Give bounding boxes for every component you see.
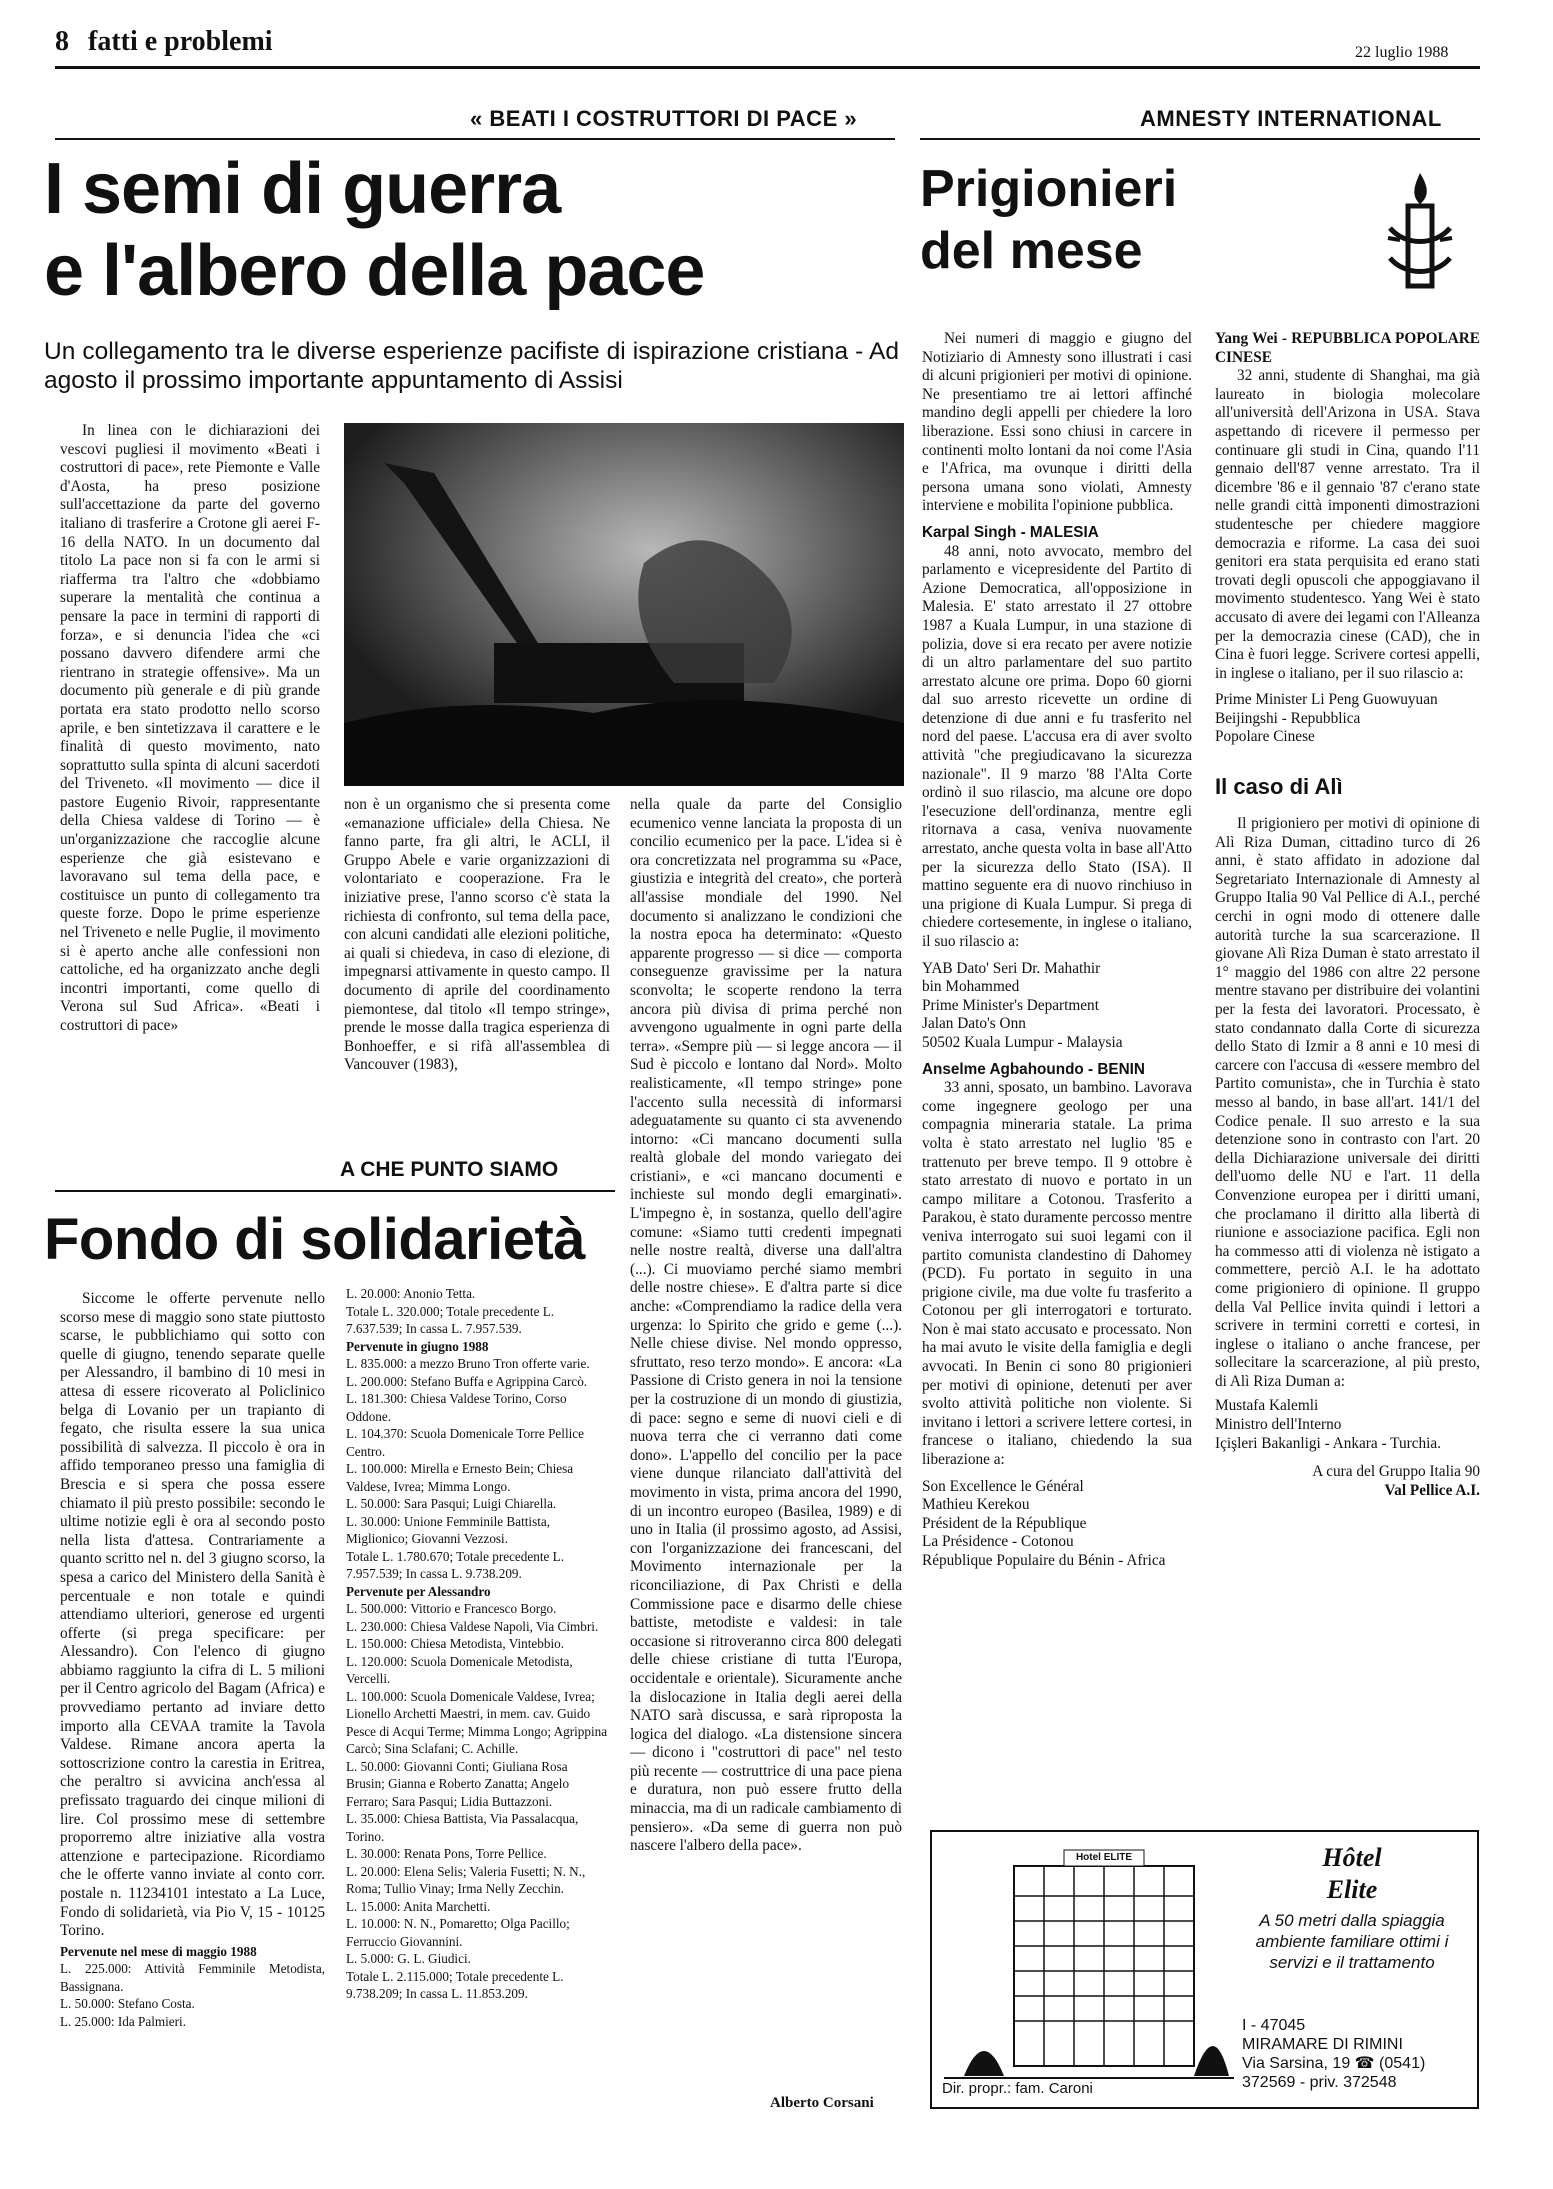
article-col-2-text: non è un organismo che si presenta come «emanazione ufficiale» della Chiesa. Ne fanno parte, fra gli altri, le ACLI, il Gruppo Abele e varie organizzazioni di volontariato e cooperazione. Fra le iniziative prese, l'anno scorso c'è stata la richiesta di confronto, sul tema della pace, con alcuni candidati alle elezioni politiche, ai quali si chiedeva, in caso di elezione, di impegnarsi attivamente in questo campo. Il documento di aprile del coordinamento piemontese, dal titolo «Il tempo stringe», prende le mosse dalla tragica esperienza di Bonhoeffer, e si rifà all'assemblea di Vancouver (1983), [344, 796, 610, 1074]
fondo-list-item: L. 200.000: Stefano Buffa e Agrippina Carcò. [346, 1373, 588, 1389]
address-line: Jalan Dato's Onn [922, 1015, 1026, 1033]
fondo-list-heading: Pervenute in giugno 1988 [346, 1338, 489, 1354]
prisoner-2-text: 33 anni, sposato, un bambino. Lavorava come ingegnere geologo per una compagnia mineraria statale. La prima volta è stato arrestato nel luglio '85 e trattenuto per breve tempo. Il 9 ottobre è stato arrestato di nuovo e portato in un campo militare a Cotonou. Trasferito a Parakou, è stato duramente percosso mentre veniva interrogato sui suoi legami con il partito comunista clandestino di Dahomey (PCD). Fu portato in seguito in una prigione civile, ma due volte fu trasferito a Cotonou per gli interrogatori e torturato. Non è mai stato accusato e processato. Non ha mai avuto le visite della famiglia e degli avvocati. In Benin ci sono 80 prigionieri per motivi di opinione, detenuti per aver svolto attività politiche non violente. Si invitano i lettori a scrivere lettere cortesi, in francese o italiano, chiedendo la sua liberazione a: [922, 1079, 1192, 1469]
amnesty-kicker: AMNESTY INTERNATIONAL [1140, 106, 1442, 131]
prisoner-1-heading: Karpal Singh - MALESIA [922, 523, 1099, 541]
fondo-rule [55, 1190, 615, 1192]
address-line: Prime Minister's Department [922, 996, 1099, 1014]
issue-date: 22 luglio 1988 [1355, 44, 1449, 61]
page-number: 8 [55, 26, 69, 57]
fondo-list-item: L. 50.000: Stefano Costa. [60, 1996, 195, 2012]
section-kicker: « BEATI I COSTRUTTORI DI PACE » [470, 106, 858, 131]
article-col-2 [344, 796, 610, 1156]
fondo-list-item: L. 15.000: Anita Marchetti. [346, 1898, 491, 1914]
title-line-1: I semi di guerra [44, 149, 561, 229]
credit-line: Val Pellice A.I. [1384, 1481, 1480, 1499]
fondo-list-item: L. 100.000: Mirella e Ernesto Bein; Chiesa Valdese, Ivrea; Mimma Longo. [346, 1461, 574, 1494]
fondo-list-item: L. 835.000: a mezzo Bruno Tron offerte varie. [346, 1356, 590, 1371]
section-name: fatti e problemi [88, 26, 273, 57]
hotel-postcode: I - 47045 [1242, 2017, 1306, 2034]
hotel-owner: Dir. propr.: fam. Caroni [942, 2080, 1093, 2097]
address-line: République Populaire du Bénin - Africa [922, 1552, 1166, 1569]
prisoner-2-heading: Anselme Agbahoundo - BENIN [922, 1060, 1145, 1078]
fondo-list-item: L. 35.000: Chiesa Battista, Via Passalacqua, Torino. [346, 1811, 579, 1844]
amnesty-candle-icon [1380, 168, 1460, 298]
fondo-list-item: L. 120.000: Scuola Domenicale Metodista, Vercelli. [346, 1653, 573, 1686]
prisoner-3-text: 32 anni, studente di Shanghai, ma già laureato in biologia molecolare all'università dell'Arizona in USA. Stava aspettando di ricevere il permesso per continuare gli studi in Cina, quando l'11 gennaio dell'87 venne arrestato. Tra il dicembre '86 e il gennaio '87 c'erano state nelle grandi città imponenti dimostrazioni studentesche per chiedere maggiore democrazia e riforme. La casa dei suoi genitori era stata perquisita ed erano stati trovati degli opuscoli che appoggiavano il movimento studentesco. Yang Wei è stato accusato di avere dei legami con l'Alleanza per la democrazia cinese (CAD), che in Cina è fuori legge. Scrivere cortesi appelli, in inglese o italiano, per il suo rilascio a: [1215, 367, 1480, 682]
fondo-list-item: L. 150.000: Chiesa Metodista, Vintebbio. [346, 1636, 565, 1651]
title-line-2: e l'albero della pace [44, 231, 705, 311]
address-line: bin Mohammed [922, 978, 1020, 996]
hotel-building-illustration [944, 1846, 1234, 2086]
fondo-list-item: L. 181.300: Chiesa Valdese Torino, Corso Oddone. [346, 1391, 567, 1424]
fondo-kicker: A CHE PUNTO SIAMO [340, 1158, 559, 1181]
fondo-list-item: L. 50.000: Giovanni Conti; Giuliana Rosa Brusin; Gianna e Roberto Zanatta; Angelo Ferraro; Sara Pasqui; Lidia Buttazzoni. [346, 1758, 570, 1809]
address-line: YAB Dato' Seri Dr. Mahathir [922, 959, 1101, 977]
amnesty-title [920, 158, 1177, 282]
address-line: Son Excellence le Général [922, 1477, 1084, 1495]
article-title [44, 148, 704, 312]
address-line: La Présidence - Cotonou [922, 1533, 1074, 1551]
prisoner-3-address [1215, 691, 1480, 747]
fondo-list-item: Totale L. 2.115.000; Totale precedente L. 9.738.209; In cassa L. 11.853.209. [346, 1968, 564, 2001]
fondo-list-item: Totale L. 320.000; Totale precedente L. 7.637.539; In cassa L. 7.957.539. [346, 1303, 555, 1336]
missile-launch-image [344, 423, 904, 786]
hotel-ad [930, 1830, 1479, 2109]
fondo-list-heading: Pervenute nel mese di maggio 1988 [60, 1943, 257, 1959]
prisoner-1-text: 48 anni, noto avvocato, membro del parlamento e vicepresidente del Partito di Azione Democratica, all'opposizione in Malesia. E' stato arrestato il 27 ottobre 1987 a Kuala Lumpur, in una stazione di polizia, dove si era recato per avere notizie di un altro parlamentare del suo partito arrestato alcune ore prima. Dopo 60 giorni dal suo arresto ricevette un ordine di detenzione di due anni e fu trasferito nel nord del paese. L'accusa era di aver svolto attività "che pregiudicavano la sicurezza nazionale". Il 9 marzo '88 l'Alta Corte ordinò il suo rilascio, ma alcune ore dopo l'esecuzione dell'ordinanza, mentre egli ritornava a casa, veniva nuovamente arrestato, anche questa volta in base all'Atto per la sicurezza dello Stato (ISA). Il mattino seguente era di nuovo rinchiuso in una prigione di Kuala Lumpur. Si prega di chiedere cortesemente, in inglese o italiano, il suo rilascio a: [922, 542, 1192, 950]
address-line: Président de la République [922, 1514, 1087, 1532]
hotel-address: Via Sarsina, 19 ☎ (0541) [1242, 2055, 1426, 2072]
fondo-col-2 [346, 1285, 608, 2085]
fondo-list-item: L. 225.000: Attività Femminile Metodista, Bassignana. [60, 1961, 325, 1994]
hotel-tagline: A 50 metri dalla spiaggia ambiente familiare ottimi i servizi e il trattamento [1255, 1911, 1449, 1972]
article-col-3 [630, 796, 902, 2088]
hotel-contact [1242, 2016, 1472, 2092]
address-line: Mustafa Kalemli [1215, 1397, 1319, 1415]
fondo-list-item: L. 500.000: Vittorio e Francesco Borgo. [346, 1601, 557, 1616]
fondo-list-item: L. 30.000: Renata Pons, Torre Pellice. [346, 1846, 547, 1861]
fondo-list-heading: Pervenute per Alessandro [346, 1583, 491, 1599]
fondo-list-item: L. 30.000: Unione Femminile Battista, Miglionico; Giovanni Vezzosi. [346, 1513, 551, 1546]
kicker-rule [55, 138, 895, 140]
prisoner-3-heading: Yang Wei - REPUBBLICA POPOLARE CINESE [1215, 330, 1480, 366]
article-col-1 [60, 422, 320, 1162]
prisoner-1-address [922, 960, 1192, 1053]
amnesty-credit [1215, 1463, 1480, 1500]
fondo-list-item: L. 5.000: G. L. Giudici. [346, 1951, 471, 1966]
fondo-list-item: L. 25.000: Ida Palmieri. [60, 2013, 186, 2029]
article-author: Alberto Corsani [770, 2095, 874, 2111]
credit-line: A cura del Gruppo Italia 90 [1312, 1463, 1480, 1481]
missile-photo [344, 423, 904, 786]
amnesty-col-1 [922, 330, 1192, 1810]
ali-text: Il prigioniero per motivi di opinione di Alì Riza Duman, cittadino turco di 26 anni, è stato affidato in adozione dal Segretariato Internazionale di Amnesty al Gruppo Italia 90 Val Pellice di A.I., perché cerchi in ogni modo di ottenere dalle autorità turche la sua scarcerazione. Il giovane Alì Riza Duman è stato arrestato il 1° maggio del 1986 con altre 22 persone mentre stavano per distribuire dei volantini per la festa dei lavoratori. Processato, è stato condannato dalla Corte di sicurezza dello Stato di Izmir a 8 anni e 10 mesi di carcere con l'accusa di «essere membro del Partito comunista», che in Turchia è stato messo al bando, in base all'art. 141/1 del Codice penale. Il suo arresto e la sua detenzione sono in contrasto con l'art. 20 della Dichiarazione universale dei diritti dell'uomo delle NU e l'art. 11 della Convenzione europea per i diritti umani, che proclamano il diritto alla libertà di riunione e associazione pacifica. Egli non ha commesso atti di violenza nè istigato a commettere, perciò A.I. le ha adottato come prigioniero di opinione. Il gruppo della Val Pellice invita quindi i lettori a scrivere in termini corretti e cortesi, in inglese o italiano o anche francese, per sollecitare la scarcerazione, al più presto, di Alì Riza Duman a: [1215, 815, 1480, 1390]
article-col-1-text: In linea con le dichiarazioni dei vescovi pugliesi il movimento «Beati i costruttori di pace», rete Piemonte e Valle d'Aosta, ha preso posizione sull'accettazione da parte del governo italiano di trasferire a Crotone gli aerei F-16 della NATO. In un documento dal titolo La pace non si fa con le armi si riafferma tra l'altro che «dobbiamo superare la mentalità che continua a pensare la pace in termini di rapporti di forza», e si denuncia l'idea che «ci possano davvero difendere armi che rientrano in strategie offensive». Ma un documento più generale e di più grande portata era stato prodotto nello scorso aprile, e ben sintetizzava il carattere e le finalità di questo movimento, nato soprattutto sulla spinta di alcuni sacerdoti del Triveneto. «Il movimento — dice il pastore Eugenio Rivoir, rappresentante della Chiesa valdese di Torino — è un'organizzazione che raccoglie alcune esperienze che già esistevano e lavoravano sul tema della pace, e costituisce un punto di collegamento tra queste forze. Dopo le prime esperienze nel Triveneto e nelle Puglie, il movimento si è aperto anche alle confessioni non cattoliche, ed ha organizzato anche degli incontri importanti, come quello di Verona sul Sud Africa». «Beati i costruttori di pace» [60, 422, 320, 1034]
fondo-list-item: L. 100.000: Scuola Domenicale Valdese, Ivrea; Lionello Archetti Maestri, in mem. cav. Guido Pesce di Acqui Terme; Mimma Longo; Agrippina Carcò; Sina Sclafani; C. Achille. [346, 1688, 608, 1756]
address-line: Popolare Cinese [1215, 728, 1315, 746]
address-line: Içişleri Bakanligi - Ankara - Turchia. [1215, 1434, 1442, 1452]
hotel-phones: 372569 - priv. 372548 [1242, 2074, 1397, 2091]
ali-address [1215, 1397, 1480, 1453]
amnesty-title-line-2: del mese [920, 222, 1143, 280]
prisoner-2-address [922, 1478, 1192, 1571]
fondo-list-item: L. 104.370: Scuola Domenicale Torre Pellice Centro. [346, 1426, 584, 1459]
article-col-3-text: nella quale da parte del Consiglio ecumenico venne lanciata la proposta di un concilio ecumenico per la pace. L'idea si è ora concretizzata nel programma su «Pace, giustizia e integrità del creato», che porterà all'assise mondiale del 1990. Nel documento si analizzano le condizioni che la nostra epoca ha determinato: «Questo apparente progresso — si dice — comporta conseguenze gravissime per la natura sconvolta; le scoperte rendono la terra ancora più divisa di prima perché non avvengono ugualmente in ogni parte della terra». «Sempre più — si legge ancora — il Sud è piccolo e lontano dal Nord». Molto realisticamente, «Il tempo stringe» pone l'accento sulla necessità di informarsi adeguatamente su quanto ci sta avvenendo intorno: «Ci mancano documenti sulla realtà globale del mondo variegato dei cristiani», e «ci mancano documenti e inchieste sul mondo degli emarginati». L'impegno è, in sostanza, quello dell'agire comune: «Siamo tutti credenti impegnati nelle nostre realtà, diverse una dall'altra (...). Ci muoviamo perché siamo membri delle nostre chiese». E d'altra parte si dice anche: «Comprendiamo la radice della vera urgenza: lo Spirito che grido e geme (...). Nelle chiese divise. Nel mondo oppresso, sfruttato, reso terzo mondo». E ancora: «La Passione di Cristo genera in noi la tensione per la costruzione di un mondo di giustizia, di pace: segno e seme di nuovi cieli e di nuova terra che ci verranno dati come dono». L'appello del concilio per la pace viene dunque rilanciato dall'attività del movimento in vista, prima ancora del 1990, di un incontro europeo (Basilea, 1989) e di uno in Italia (il prossimo agosto, ad Assisi, con l'organizzazione dei francescani, del Movimento internazionale per la riconciliazione, di Pax Christi e della Commissione pace e disarmo delle chiese battiste, metodiste e valdesi: in tale occasione si ritroveranno circa 800 delegati delle chiese cristiane di tutta l'Europa, occidentale e orientale). Sicuramente anche la dislocazione in Italia degli aerei della NATO sarà discussa, e sarà riproposta la logica del dialogo. «La distensione sincera — dicono i "costruttori di pace" nel testo più recente — costruttrice di una pace piena e duratura, non può essere frutto della minaccia, ma di un radicale cambiamento di pensiero». «Da seme di guerra non può nascere l'albero della pace». [630, 796, 902, 1855]
hotel-sign: Hotel ELITE [1075, 1852, 1133, 1863]
address-line: 50502 Kuala Lumpur - Malaysia [922, 1033, 1123, 1051]
address-line: Beijingshi - Repubblica [1215, 709, 1361, 727]
fondo-col-1 [60, 1290, 325, 2075]
fondo-list-item: L. 20.000: Elena Selis; Valeria Fusetti; N. N., Roma; Tullio Vinay; Irma Nelly Zecchin. [346, 1863, 586, 1896]
fondo-may-list [60, 1943, 325, 2031]
amnesty-col-2 [1215, 330, 1480, 1810]
header-rule [55, 66, 1480, 69]
hotel-name-line-2: Elite [1326, 1875, 1378, 1904]
fondo-list-item: L. 50.000: Sara Pasqui; Luigi Chiarella. [346, 1496, 557, 1511]
fondo-list-item: Totale L. 1.780.670; Totale precedente L. 7.957.539; In cassa L. 9.738.209. [346, 1548, 564, 1581]
amnesty-rule [920, 138, 1480, 140]
fondo-list-item: L. 20.000: Anonio Tetta. [346, 1286, 476, 1301]
hotel-city: MIRAMARE DI RIMINI [1242, 2036, 1403, 2053]
article-subtitle: Un collegamento tra le diverse esperienze pacifiste di ispirazione cristiana - Ad agosto il prossimo importante appuntamento di Assisi [44, 338, 899, 394]
fondo-list-item: L. 230.000: Chiesa Valdese Napoli, Via Cimbri. [346, 1618, 599, 1634]
fondo-list-item: L. 10.000: N. N., Pomaretto; Olga Pacillo; Ferruccio Giovannini. [346, 1916, 570, 1949]
fondo-col-1-text: Siccome le offerte pervenute nello scorso mese di maggio sono state piuttosto scarse, le pubblichiamo qui sotto con quelle di giugno, tenendo separate quelle per Alessandro, il bambino di 10 mesi in attesa di essere ricoverato al Policlinico belga di Lovanio per un trapianto di fegato, che risulta essere la sua unica possibilità di salvezza. Il piccolo è ora in affido temporaneo presso una famiglia di Brescia e si spera che possa essere chiamato il più presto possibile: secondo le ultime notizie egli è ora al secondo posto nella lista d'attesa. Contrariamente a quanto scritto nel n. del 3 giugno scorso, la spesa a carico del Ministero della Sanità è percentuale e non totale e quindi attendiamo ulteriori, generose ed urgenti offerte (si prega specificare: per Alessandro). Con l'elenco di giugno abbiamo raggiunto la cifra di L. 5 milioni per il Centro agricolo del Bagam (Africa) e provvediamo pertanto ad inviare detto importo alla CEVAA tramite la Tavola Valdese. Rimane ancora aperta la sottoscrizione contro la carestia in Eritrea, che peraltro si avvicina anch'essa al prefissato traguardo dei cinque milioni di lire. Col prossimo mese di settembre proporremo altre iniziative alla vostra attenzione e partecipazione. Ricordiamo che le offerte vanno inviate al conto corr. postale n. 11234101 intestato a La Luce, Fondo di solidarietà, via Pio V, 15 - 10125 Torino. [60, 1290, 325, 1940]
hotel-name [1242, 1842, 1462, 1906]
ali-title: Il caso di Alì [1215, 774, 1343, 800]
address-line: Mathieu Kerekou [922, 1496, 1030, 1514]
amnesty-title-line-1: Prigionieri [920, 160, 1178, 218]
amnesty-intro: Nei numeri di maggio e giugno del Notiziario di Amnesty sono illustrati i casi di alcuni prigionieri per motivi di opinione. Ne presentiamo tre ai lettori affinché mandino degli appelli per chiedere la loro liberazione. Essi sono chiusi in carcere in continenti molto lontani da noi come l'Asia e l'Africa, ma ovunque i diritti della persona umana sono violati, Amnesty interviene e mobilita l'opinione pubblica. [922, 330, 1192, 515]
address-line: Ministro dell'Interno [1215, 1416, 1342, 1434]
hotel-name-line-1: Hôtel [1322, 1843, 1382, 1872]
fondo-title: Fondo di solidarietà [44, 1207, 586, 1272]
address-line: Prime Minister Li Peng Guowuyuan [1215, 691, 1438, 709]
